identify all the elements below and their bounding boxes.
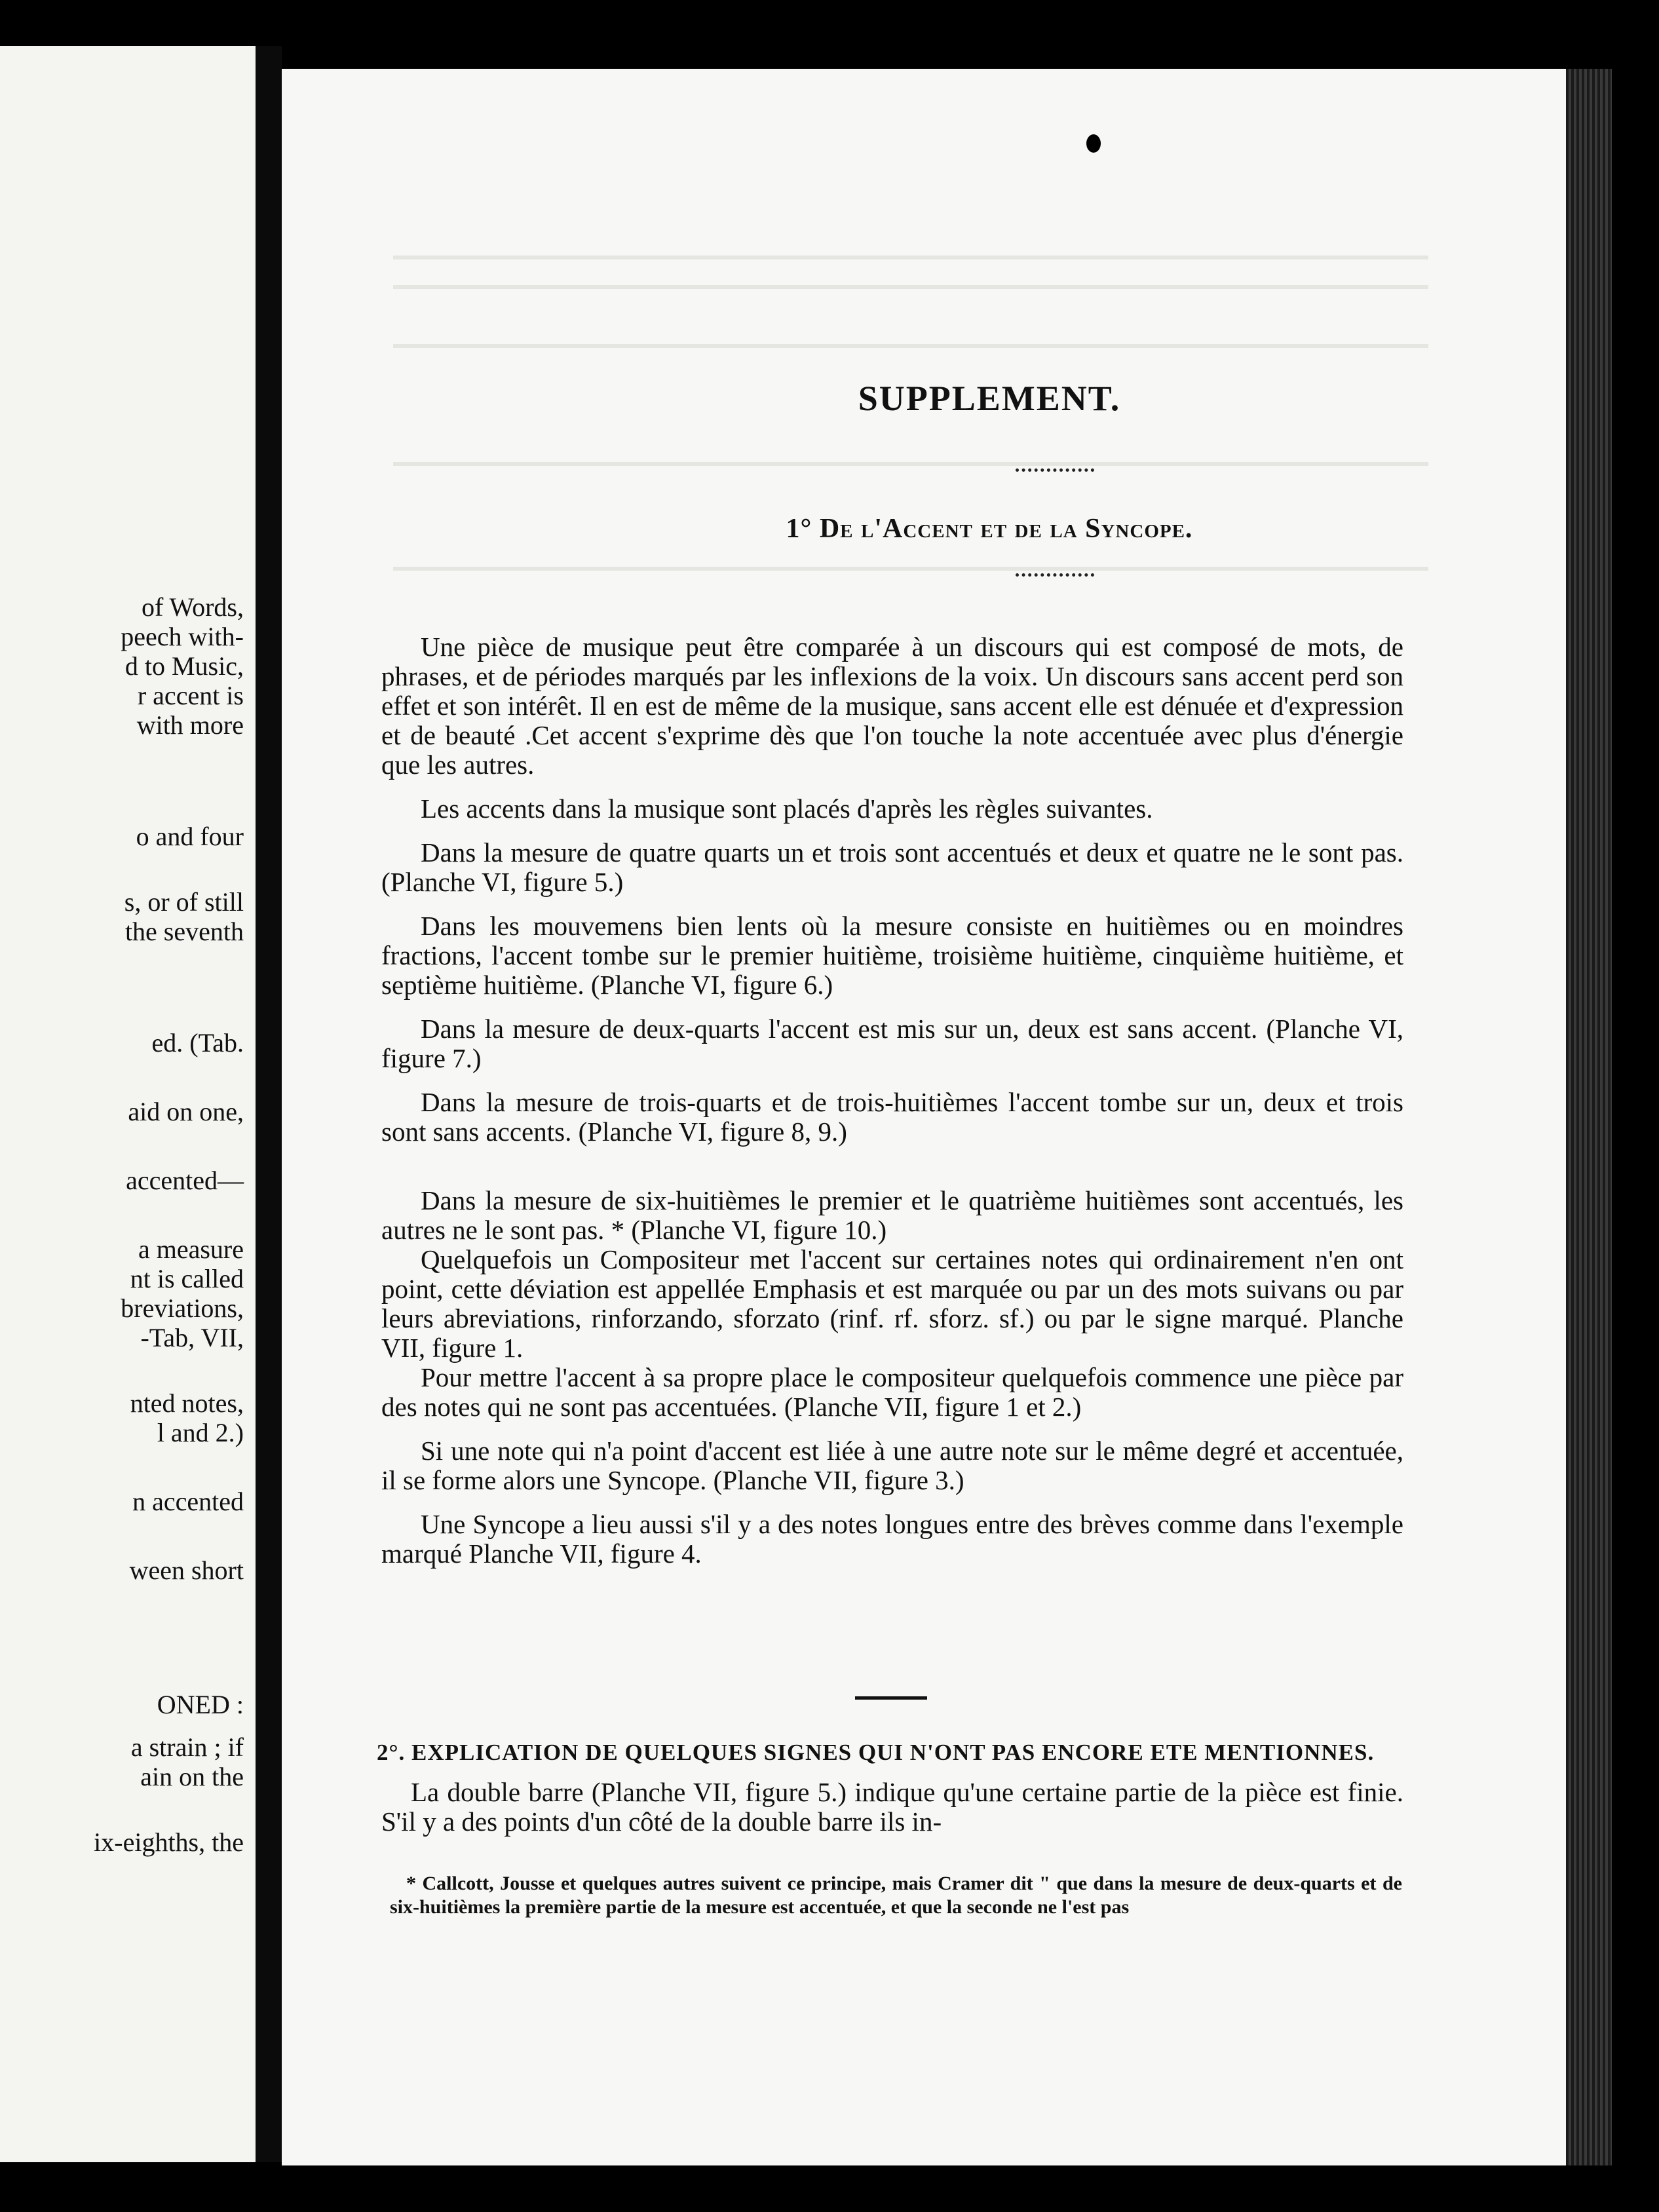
section-1-title-text: 1° De l'Accent et de la Syncope.	[786, 514, 1193, 544]
paragraph: Une Syncope a lieu aussi s'il y a des notes longues entre des brèves comme dans l'exemple marqué Planche VII, figure 4.	[381, 1509, 1403, 1569]
ornament-separator	[1016, 573, 1094, 577]
left-page-line: of Words,	[141, 592, 244, 622]
paragraph: Dans la mesure de trois-quarts et de trois-huitièmes l'accent tombe sur un, deux et trois sont sans accents. (Planche VI, figure 8, 9.)	[381, 1087, 1403, 1147]
left-page-line: a measure	[138, 1234, 244, 1264]
footnote-text: * Callcott, Jousse et quelques autres suivent ce principe, mais Cramer dit " que dans la mesure de deux-quarts et de six-huitièmes la première partie de la mesure est accentuée, et que la seconde ne l'est pas	[390, 1873, 1402, 1918]
page-title: SUPPLEMENT.	[858, 379, 1121, 418]
bleed-through-line	[393, 256, 1428, 259]
bleed-through-line	[393, 344, 1428, 348]
section-divider-rule	[855, 1696, 927, 1700]
left-page-line: ed. (Tab.	[151, 1028, 244, 1058]
paragraph: Les accents dans la musique sont placés d'après les règles suivantes.	[421, 793, 1153, 824]
left-page-line: with more	[136, 710, 244, 740]
footnote	[390, 1872, 1402, 1919]
left-page-line: nt is called	[130, 1264, 244, 1293]
left-page-line: ONED :	[157, 1690, 244, 1719]
book-gutter	[256, 46, 282, 2162]
paragraph: Si une note qui n'a point d'accent est liée à une autre note sur le même degré et accentuée, il se forme alors une Syncope. (Planche VII, figure 3.)	[381, 1436, 1403, 1495]
section-1-title	[282, 513, 1566, 544]
book-page-edge	[1566, 69, 1612, 2165]
left-page-line: nted notes,	[130, 1388, 244, 1418]
left-page-line: n accented	[132, 1487, 244, 1516]
left-page-line: ain on the	[140, 1762, 244, 1791]
paragraph: Quelquefois un Compositeur met l'accent sur certaines notes qui ordinairement n'en ont point, cette déviation est appellée Emphasis et est marquée ou par un des mots suivans ou par leurs abreviations, rinforzando, sforzato (rinf. rf. sforz. sf.) ou par le signe marqué. Planche VII, figure 1.	[381, 1244, 1403, 1363]
left-page-line: accented—	[126, 1166, 244, 1195]
paragraph: Dans les mouvemens bien lents où la mesure consiste en huitièmes ou en moindres fractions, l'accent tombe sur le premier huitième, troisième huitième, cinquième huitième, et septième huitième. (Planche VI, figure 6.)	[381, 911, 1403, 1000]
left-page-line: o and four	[136, 822, 244, 851]
section-2-title: 2°. EXPLICATION DE QUELQUES SIGNES QUI N'ONT PAS ENCORE ETE MENTIONNES.	[377, 1740, 1375, 1765]
left-page-line: peech with-	[121, 622, 244, 651]
paragraph: Dans la mesure de six-huitièmes le premier et le quatrième huitièmes sont accentués, les autres ne le sont pas. * (Planche VI, figure 10.)	[381, 1185, 1403, 1245]
left-facing-page	[0, 46, 256, 2162]
ink-dot-mark	[1086, 134, 1101, 153]
paragraph: Dans la mesure de deux-quarts l'accent est mis sur un, deux est sans accent. (Planche VI, figure 7.)	[381, 1014, 1403, 1073]
left-page-line: the seventh	[124, 917, 244, 946]
section-2-body	[381, 1778, 1403, 1837]
bleed-through-line	[393, 285, 1428, 289]
paragraph: Dans la mesure de quatre quarts un et trois sont accentués et deux et quatre ne le sont pas. (Planche VI, figure 5.)	[381, 837, 1403, 897]
paragraph: La double barre (Planche VII, figure 5.) indique qu'une certaine partie de la pièce est finie. S'il y a des points d'un côté de la double barre ils in-	[381, 1777, 1403, 1837]
right-page	[282, 69, 1566, 2165]
left-page-line: -Tab, VII,	[140, 1323, 244, 1352]
left-page-line: a strain ; if	[130, 1732, 244, 1762]
bleed-through-line	[393, 462, 1428, 466]
ornament-separator	[1016, 468, 1094, 472]
left-page-line: l and 2.)	[157, 1418, 244, 1447]
left-page-line: r accent is	[137, 681, 244, 710]
left-page-line: ween short	[129, 1555, 244, 1585]
paragraph: Pour mettre l'accent à sa propre place le compositeur quelquefois commence une pièce par des notes qui ne sont pas accentuées. (Planche VII, figure 1 et 2.)	[381, 1362, 1403, 1422]
bleed-through-line	[393, 567, 1428, 571]
left-page-line: d to Music,	[124, 651, 244, 681]
left-page-line: ix-eighths, the	[94, 1827, 244, 1857]
left-page-line: aid on one,	[128, 1097, 244, 1126]
left-page-line: s, or of still	[124, 887, 244, 917]
paragraph: Une pièce de musique peut être comparée à un discours qui est composé de mots, de phrases, et de périodes marqués par les inflexions de la voix. Un discours sans accent perd son effet et son intérêt. Il en est de même de la musique, sans accent elle est dénuée et d'expression et de beauté .Cet accent s'exprime dès que l'on touche la note accentuée avec plus d'énergie que les autres.	[381, 632, 1403, 780]
left-page-line: breviations,	[121, 1293, 244, 1323]
section-1-body	[381, 632, 1403, 1583]
